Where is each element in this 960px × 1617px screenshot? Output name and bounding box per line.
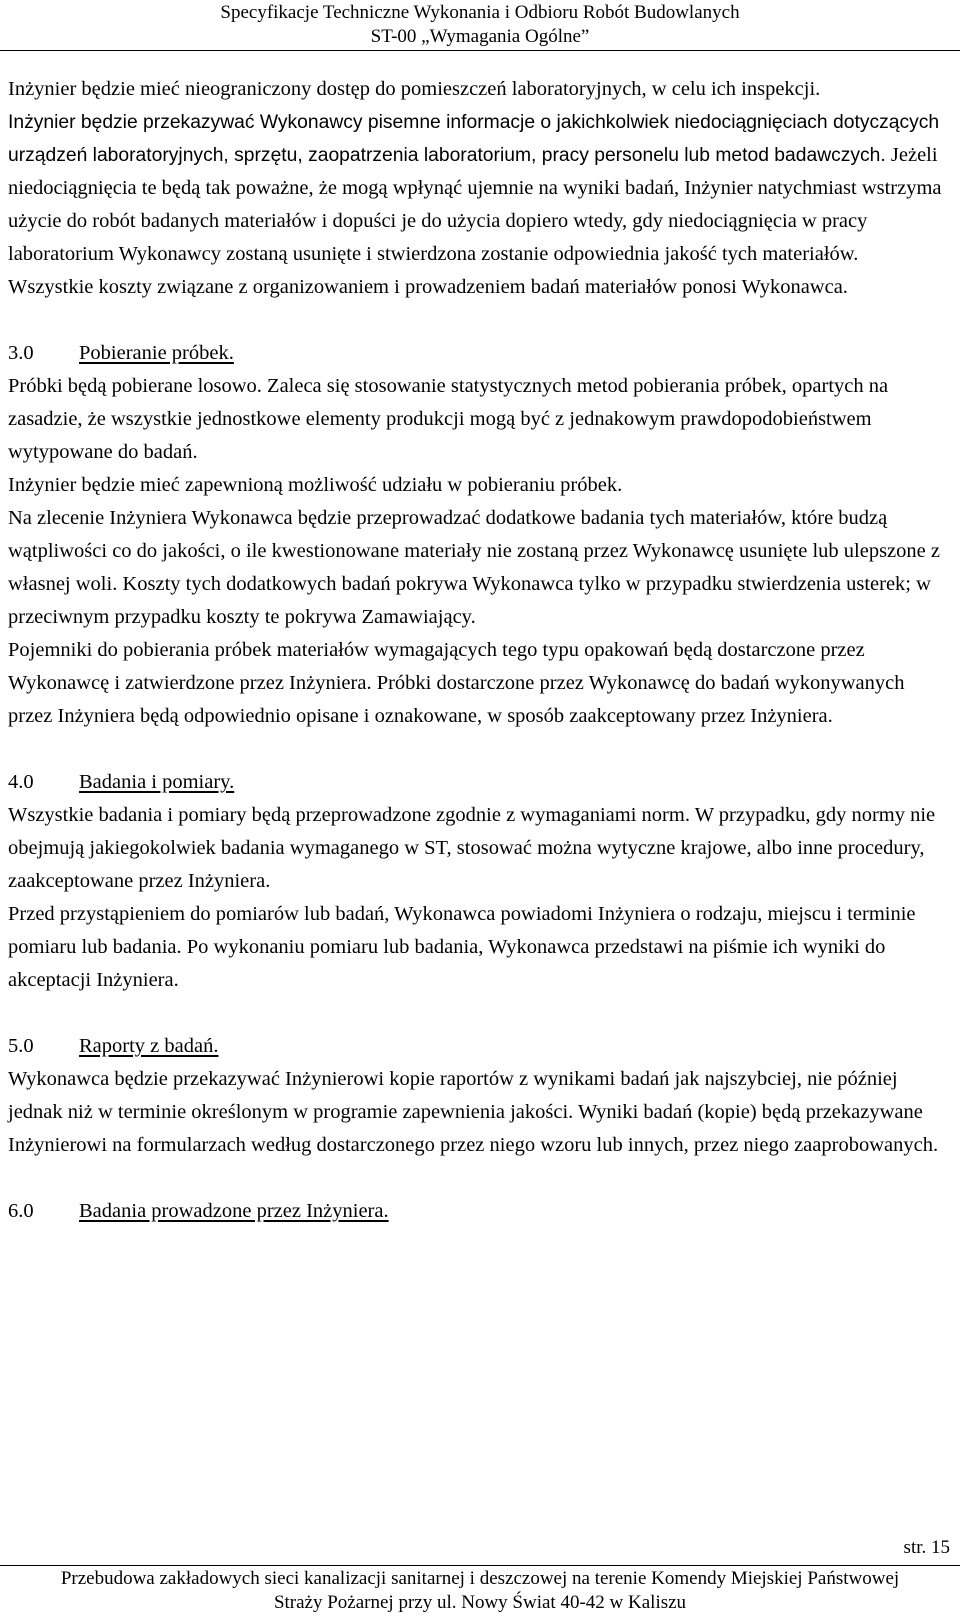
spacer [8, 304, 952, 337]
section-heading-4 [8, 766, 952, 799]
section-heading-6 [8, 1195, 952, 1228]
paragraph-sampling-participation: Inżynier będzie mieć zapewnioną możliwość udziału w pobieraniu próbek. [8, 474, 623, 496]
section-title: Raporty z badań. [79, 1035, 219, 1057]
paragraph-lab-deficiencies [8, 106, 952, 271]
page-number: str. 15 [903, 1537, 950, 1558]
section-title: Badania i pomiary. [79, 771, 235, 793]
section-number: 3.0 [8, 342, 34, 364]
spacer [8, 1162, 952, 1195]
spacer [8, 733, 952, 766]
paragraph-reports: Wykonawca będzie przekazywać Inżynierowi kopie raportów z wynikami badań jak najszybciej, nie później jednak niż w terminie określonym w programie zapewnienia jakości. Wyniki badań (kopie) będą przekazywane Inżynierowi na formularzach według dostarczonego przez niego wzoru lub innych, przez niego zaaprobowanych. [8, 1068, 939, 1156]
section-title: Pobieranie próbek. [79, 342, 234, 364]
page-footer [0, 1567, 960, 1615]
paragraph-lab-deficiencies-part1: Inżynier będzie przekazywać Wykonawcy pisemne informacje o jakichkolwiek niedociągnięciach dotyczących urządzeń laboratoryjnych, sprzętu, zaopatrzenia laboratorium, pracy personelu lub metod badawczych. [8, 112, 940, 166]
header-divider [0, 50, 960, 51]
document-body [8, 73, 952, 1228]
section-number: 4.0 [8, 771, 34, 793]
footer-line-1: Przebudowa zakładowych sieci kanalizacji sanitarnej i deszczowej na terenie Komendy Miejskiej Państwowej [60, 1568, 900, 1589]
paragraph-tests-notice: Przed przystąpieniem do pomiarów lub badań, Wykonawca powiadomi Inżyniera o rodzaju, miejscu i terminie pomiaru lub badania. Po wykonaniu pomiaru lub badania, Wykonawca przedstawi na piśmie ich wyniki do akceptacji Inżyniera. [8, 903, 916, 991]
header-subtitle: ST-00 „Wymagania Ogólne” [370, 26, 590, 47]
section-number: 5.0 [8, 1035, 34, 1057]
paragraph-sampling: Próbki będą pobierane losowo. Zaleca się stosowanie statystycznych metod pobierania próbek, opartych na zasadzie, że wszystkie jednostkowe elementy produkcji mogą być z jednakowym prawdopodobieństwem wytypowane do badań. [8, 375, 889, 463]
section-heading-3 [8, 337, 952, 370]
header-title: Specyfikacje Techniczne Wykonania i Odbioru Robót Budowlanych [220, 2, 740, 23]
paragraph-lab-deficiencies-part2: Jeżeli niedociągnięcia te będą tak poważne, że mogą wpłynąć ujemnie na wyniki badań, Inżynier natychmiast wstrzyma użycie do robót badanych materiałów i dopuści je do użycia dopiero wtedy, gdy niedociągnięcia w pracy laboratorium Wykonawcy zostaną usunięte i stwierdzona zostanie odpowiednia jakość tych materiałów. [8, 144, 942, 265]
footer-divider [0, 1565, 960, 1566]
section-title: Badania prowadzone przez Inżyniera. [79, 1200, 389, 1222]
paragraph-costs: Wszystkie koszty związane z organizowaniem i prowadzeniem badań materiałów ponosi Wykonawca. [8, 276, 848, 298]
section-heading-5 [8, 1030, 952, 1063]
paragraph-lab-access: Inżynier będzie mieć nieograniczony dostęp do pomieszczeń laboratoryjnych, w celu ich inspekcji. [8, 78, 821, 100]
section-number: 6.0 [8, 1200, 34, 1222]
footer-line-2: Straży Pożarnej przy ul. Nowy Świat 40-42 w Kaliszu [273, 1592, 687, 1613]
paragraph-sample-containers: Pojemniki do pobierania próbek materiałów wymagających tego typu opakowań będą dostarczone przez Wykonawcę i zatwierdzone przez Inżyniera. Próbki dostarczone przez Wykonawcę do badań wykonywanych przez Inżyniera będą odpowiednio opisane i oznakowane, w sposób zaakceptowany przez Inżyniera. [8, 639, 905, 727]
paragraph-tests-norms: Wszystkie badania i pomiary będą przeprowadzone zgodnie z wymaganiami norm. W przypadku, gdy normy nie obejmują jakiegokolwiek badania wymaganego w ST, stosować można wytyczne krajowe, albo inne procedury, zaakceptowane przez Inżyniera. [8, 804, 936, 892]
paragraph-additional-tests: Na zlecenie Inżyniera Wykonawca będzie przeprowadzać dodatkowe badania tych materiałów, które budzą wątpliwości co do jakości, o ile kwestionowane materiały nie zostaną przez Wykonawcę usunięte lub ulepszone z własnej woli. Koszty tych dodatkowych badań pokrywa Wykonawca tylko w przypadku stwierdzenia usterek; w przeciwnym przypadku koszty te pokrywa Zamawiający. [8, 507, 940, 628]
spacer [8, 997, 952, 1030]
